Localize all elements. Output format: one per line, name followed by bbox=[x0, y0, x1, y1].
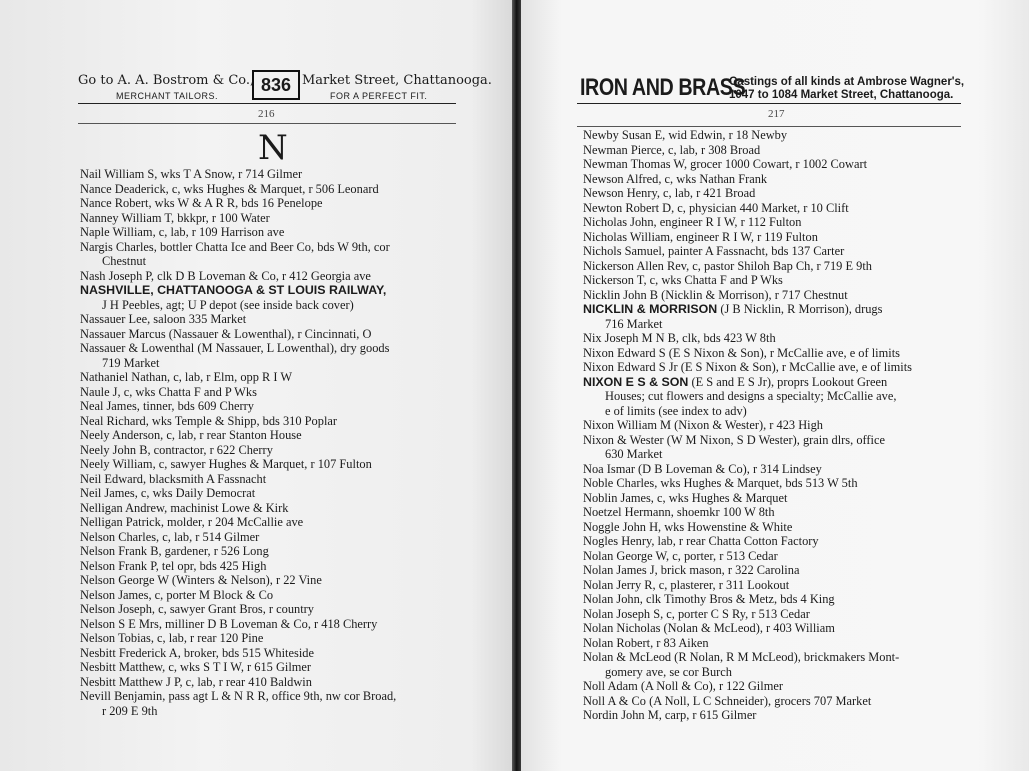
entry-text: Nassauer Marcus (Nassauer & Lowenthal), r Cincinnati, O bbox=[80, 326, 372, 341]
entry-text: Nixon & Wester (W M Nixon, S D Wester), grain dlrs, office bbox=[583, 432, 885, 447]
directory-entry bbox=[80, 544, 396, 559]
entry-text: Noblin James, c, wks Hughes & Marquet bbox=[583, 490, 788, 505]
directory-entry bbox=[583, 418, 912, 433]
entry-continuation: 716 Market bbox=[605, 316, 663, 331]
ad-line: Castings of all kinds at Ambrose Wagner's, bbox=[729, 76, 965, 88]
directory-entry bbox=[583, 288, 912, 303]
section-letter: N bbox=[258, 128, 288, 168]
directory-entry bbox=[583, 433, 912, 462]
directory-entry bbox=[583, 694, 912, 709]
entry-text: Noble Charles, wks Hughes & Marquet, bds 513 W 5th bbox=[583, 476, 858, 490]
entry-text: Nelson James, c, porter M Block & Co bbox=[80, 587, 274, 602]
directory-entry bbox=[583, 259, 912, 274]
directory-entry bbox=[80, 341, 396, 370]
directory-entry bbox=[583, 172, 912, 187]
directory-entry bbox=[583, 215, 912, 230]
directory-entry bbox=[80, 370, 396, 385]
directory-entry bbox=[583, 128, 912, 143]
directory-entry bbox=[583, 244, 912, 259]
entry-text: Nolan George W, c, porter, r 513 Cedar bbox=[583, 548, 778, 563]
directory-entry bbox=[583, 491, 912, 506]
entry-text: e of limits (see index to adv) bbox=[605, 403, 747, 418]
entry-text: Naple William, c, lab, r 109 Harrison ave bbox=[80, 225, 285, 239]
directory-entry bbox=[583, 549, 912, 564]
ad-left-subtext: MERCHANT TAILORS. bbox=[116, 91, 219, 101]
right-page bbox=[521, 0, 1029, 771]
entry-text: Neely William, c, sawyer Hughes & Marquet, r 107 Fulton bbox=[80, 457, 372, 471]
directory-entry bbox=[583, 607, 912, 622]
entry-text: Nickerson T, c, wks Chatta F and P Wks bbox=[583, 273, 783, 287]
entry-tail: (J B Nicklin, R Morrison), drugs bbox=[717, 302, 883, 316]
entry-text: Newby Susan E, wid Edwin, r 18 Newby bbox=[583, 128, 788, 142]
entry-text: Nanney William T, bkkpr, r 100 Water bbox=[80, 210, 270, 225]
directory-entry bbox=[583, 404, 912, 419]
entry-text: Nail William S, wks T A Snow, r 714 Gilmer bbox=[80, 167, 303, 181]
entry-continuation: 630 Market bbox=[605, 447, 663, 461]
entry-text: Neil Edward, blacksmith A Fassnacht bbox=[80, 471, 267, 486]
entry-text: Nassauer Lee, saloon 335 Market bbox=[80, 312, 247, 326]
entry-text: Nixon William M (Nixon & Wester), r 423 High bbox=[583, 418, 823, 432]
directory-entry bbox=[583, 621, 912, 636]
entry-text: NICKLIN & MORRISON bbox=[583, 302, 718, 316]
entry-text: Nicholas William, engineer R I W, r 119 Fulton bbox=[583, 229, 818, 244]
header-rule bbox=[78, 103, 456, 104]
page-number: 216 bbox=[258, 108, 275, 120]
entry-continuation: r 209 E 9th bbox=[102, 703, 158, 718]
header-rule bbox=[577, 103, 961, 104]
entry-text: Neal James, tinner, bds 609 Cherry bbox=[80, 399, 254, 413]
ad-title: IRON AND BRASS bbox=[580, 74, 746, 101]
entry-text: Noll Adam (A Noll & Co), r 122 Gilmer bbox=[583, 679, 783, 693]
directory-entry bbox=[80, 428, 396, 443]
entry-text: Nickerson Allen Rev, c, pastor Shiloh Bap Ch, r 719 E 9th bbox=[583, 258, 872, 273]
directory-entry bbox=[80, 617, 396, 632]
entry-text: Nelson Frank B, gardener, r 526 Long bbox=[80, 544, 269, 558]
entry-continuation: Houses; cut flowers and designs a specialty; McCallie ave, bbox=[605, 389, 897, 403]
directory-entry bbox=[80, 559, 396, 574]
directory-entry bbox=[80, 312, 396, 327]
ad-right-subtext: FOR A PERFECT FIT. bbox=[330, 91, 428, 101]
header-rule bbox=[577, 126, 961, 127]
directory-entry bbox=[583, 346, 912, 361]
directory-entry bbox=[80, 515, 396, 530]
directory-entry bbox=[80, 298, 396, 313]
entry-text: Nelson Charles, c, lab, r 514 Gilmer bbox=[80, 529, 260, 544]
entry-text: Nathaniel Nathan, c, lab, r Elm, opp R I W bbox=[80, 370, 293, 384]
directory-entry bbox=[80, 182, 396, 197]
directory-entry bbox=[80, 472, 396, 487]
entry-text: Newman Thomas W, grocer 1000 Cowart, r 1002 Cowart bbox=[583, 157, 868, 171]
directory-entry bbox=[80, 443, 396, 458]
directory-entry bbox=[80, 675, 396, 690]
directory-entry bbox=[583, 462, 912, 477]
entry-text: Nassauer & Lowenthal (M Nassauer, L Lowenthal), dry goods bbox=[80, 341, 390, 355]
directory-entry bbox=[80, 689, 396, 718]
entry-continuation: gomery ave, se cor Burch bbox=[605, 664, 732, 679]
entry-text: Nolan Joseph S, c, porter C S Ry, r 513 Cedar bbox=[583, 606, 810, 621]
ad-right-text: Market Street, Chattanooga. bbox=[302, 73, 492, 88]
directory-entry bbox=[583, 230, 912, 245]
directory-entry bbox=[80, 414, 396, 429]
entry-text: Nance Deaderick, c, wks Hughes & Marquet, r 506 Leonard bbox=[80, 181, 379, 196]
directory-entry bbox=[583, 592, 912, 607]
directory-entries bbox=[80, 167, 396, 718]
entry-text: Nelligan Andrew, machinist Lowe & Kirk bbox=[80, 500, 289, 515]
entry-text: Newson Alfred, c, wks Nathan Frank bbox=[583, 171, 768, 186]
directory-entry bbox=[80, 385, 396, 400]
entry-text: Nolan Robert, r 83 Aiken bbox=[583, 635, 709, 650]
directory-entry bbox=[80, 225, 396, 240]
directory-entry bbox=[583, 679, 912, 694]
entry-text: Nicholas John, engineer R I W, r 112 Fulton bbox=[583, 215, 802, 229]
ad-line: 1047 to 1084 Market Street, Chattanooga. bbox=[729, 89, 954, 101]
entry-tail: (E S and E S Jr), proprs Lookout Green bbox=[688, 374, 888, 389]
directory-entry bbox=[583, 375, 912, 404]
entry-text: Nelson Joseph, c, sawyer Grant Bros, r country bbox=[80, 602, 314, 616]
entry-text: Nixon Edward S Jr (E S Nixon & Son), r McCallie ave, e of limits bbox=[583, 360, 912, 374]
ad-left-text: Go to A. A. Bostrom & Co., bbox=[78, 73, 255, 88]
entry-text: Noggle John H, wks Howenstine & White bbox=[583, 519, 793, 534]
directory-entry bbox=[80, 588, 396, 603]
directory-entry bbox=[80, 486, 396, 501]
directory-entry bbox=[80, 269, 396, 284]
entry-text: Noll A & Co (A Noll, L C Schneider), grocers 707 Market bbox=[583, 693, 872, 708]
entry-text: Nolan Nicholas (Nolan & McLeod), r 403 William bbox=[583, 621, 835, 635]
entry-text: J H Peebles, agt; U P depot (see inside back cover) bbox=[102, 297, 354, 312]
entry-continuation: Chestnut bbox=[102, 254, 147, 268]
directory-entry bbox=[583, 650, 912, 679]
entry-text: Nordin John M, carp, r 615 Gilmer bbox=[583, 708, 757, 722]
directory-entries bbox=[583, 128, 912, 723]
book-gutter bbox=[512, 0, 521, 771]
directory-entry bbox=[80, 573, 396, 588]
directory-entry bbox=[583, 201, 912, 216]
entry-text: Nolan John, clk Timothy Bros & Metz, bds 4 King bbox=[583, 592, 835, 606]
directory-entry bbox=[583, 157, 912, 172]
entry-text: Nelson S E Mrs, milliner D B Loveman & Co, r 418 Cherry bbox=[80, 616, 378, 631]
directory-entry bbox=[583, 331, 912, 346]
tailor-advertisement bbox=[78, 70, 492, 101]
entry-text: Nesbitt Frederick A, broker, bds 515 Whiteside bbox=[80, 645, 314, 660]
entry-text: Nixon Edward S (E S Nixon & Son), r McCallie ave, e of limits bbox=[583, 345, 900, 360]
entry-text: Nesbitt Matthew, c, wks S T I W, r 615 Gilmer bbox=[80, 660, 312, 674]
directory-entry bbox=[583, 476, 912, 491]
directory-entry bbox=[80, 530, 396, 545]
entry-text: Naule J, c, wks Chatta F and P Wks bbox=[80, 384, 257, 399]
directory-entry bbox=[80, 631, 396, 646]
directory-entry bbox=[80, 660, 396, 675]
entry-text: NIXON E S & SON bbox=[583, 374, 689, 389]
directory-entry bbox=[583, 563, 912, 578]
entry-text: Nevill Benjamin, pass agt L & N R R, office 9th, nw cor Broad, bbox=[80, 689, 397, 703]
entry-text: Newson Henry, c, lab, r 421 Broad bbox=[583, 186, 756, 200]
directory-entry bbox=[583, 520, 912, 535]
directory-entry bbox=[80, 602, 396, 617]
directory-entry bbox=[80, 167, 396, 182]
entry-text: Nash Joseph P, clk D B Loveman & Co, r 412 Georgia ave bbox=[80, 268, 371, 283]
directory-entry bbox=[583, 186, 912, 201]
entry-text: Nargis Charles, bottler Chatta Ice and Beer Co, bds W 9th, cor bbox=[80, 239, 390, 254]
directory-entry bbox=[583, 708, 912, 723]
entry-text: Nix Joseph M N B, clk, bds 423 W 8th bbox=[583, 331, 776, 345]
entry-text: Neal Richard, wks Temple & Shipp, bds 310 Poplar bbox=[80, 413, 338, 428]
entry-text: Nogles Henry, lab, r rear Chatta Cotton Factory bbox=[583, 534, 819, 548]
header-rule bbox=[78, 123, 456, 124]
entry-text: Noa Ismar (D B Loveman & Co), r 314 Lindsey bbox=[583, 461, 822, 476]
entry-text: Nesbitt Matthew J P, c, lab, r rear 410 Baldwin bbox=[80, 674, 312, 689]
entry-text: Noetzel Hermann, shoemkr 100 W 8th bbox=[583, 505, 775, 519]
entry-text: Nance Robert, wks W & A R R, bds 16 Penelope bbox=[80, 196, 323, 210]
ad-subtitle bbox=[729, 76, 964, 102]
directory-entry bbox=[583, 143, 912, 158]
directory-entry bbox=[80, 283, 396, 298]
directory-entry bbox=[583, 360, 912, 375]
ad-street-number: 836 bbox=[252, 70, 300, 100]
entry-text: Neely John B, contractor, r 622 Cherry bbox=[80, 442, 273, 457]
directory-entry bbox=[80, 457, 396, 472]
entry-text: Nolan James J, brick mason, r 322 Carolina bbox=[583, 563, 800, 577]
entry-text: Nolan & McLeod (R Nolan, R M McLeod), brickmakers Mont- bbox=[583, 650, 900, 664]
directory-entry bbox=[80, 646, 396, 661]
entry-text: NASHVILLE, CHATTANOOGA & ST LOUIS RAILWAY, bbox=[80, 283, 387, 297]
directory-entry bbox=[80, 501, 396, 516]
directory-entry bbox=[583, 302, 912, 331]
directory-entry bbox=[80, 399, 396, 414]
page-number: 217 bbox=[768, 108, 785, 120]
entry-text: Nolan Jerry R, c, plasterer, r 311 Lookout bbox=[583, 577, 790, 592]
directory-entry bbox=[583, 636, 912, 651]
directory-entry bbox=[80, 211, 396, 226]
entry-text: Nelligan Patrick, molder, r 204 McCallie ave bbox=[80, 515, 304, 529]
entry-text: Nichols Samuel, painter A Fassnacht, bds 137 Carter bbox=[583, 244, 845, 258]
directory-entry bbox=[583, 505, 912, 520]
directory-entry bbox=[583, 578, 912, 593]
directory-entry bbox=[583, 273, 912, 288]
entry-continuation: 719 Market bbox=[102, 355, 160, 370]
directory-entry bbox=[80, 240, 396, 269]
entry-text: Neely Anderson, c, lab, r rear Stanton House bbox=[80, 428, 302, 442]
directory-entry bbox=[80, 327, 396, 342]
entry-text: Nelson Frank P, tel opr, bds 425 High bbox=[80, 558, 267, 573]
left-page bbox=[0, 0, 512, 771]
directory-entry bbox=[583, 534, 912, 549]
entry-text: Neil James, c, wks Daily Democrat bbox=[80, 486, 256, 500]
entry-text: Nelson George W (Winters & Nelson), r 22 Vine bbox=[80, 573, 322, 587]
entry-text: Newman Pierce, c, lab, r 308 Broad bbox=[583, 142, 761, 157]
entry-text: Nicklin John B (Nicklin & Morrison), r 717 Chestnut bbox=[583, 287, 848, 302]
entry-text: Newton Robert D, c, physician 440 Market, r 10 Clift bbox=[583, 200, 849, 215]
entry-text: Nelson Tobias, c, lab, r rear 120 Pine bbox=[80, 631, 264, 645]
directory-entry bbox=[80, 196, 396, 211]
